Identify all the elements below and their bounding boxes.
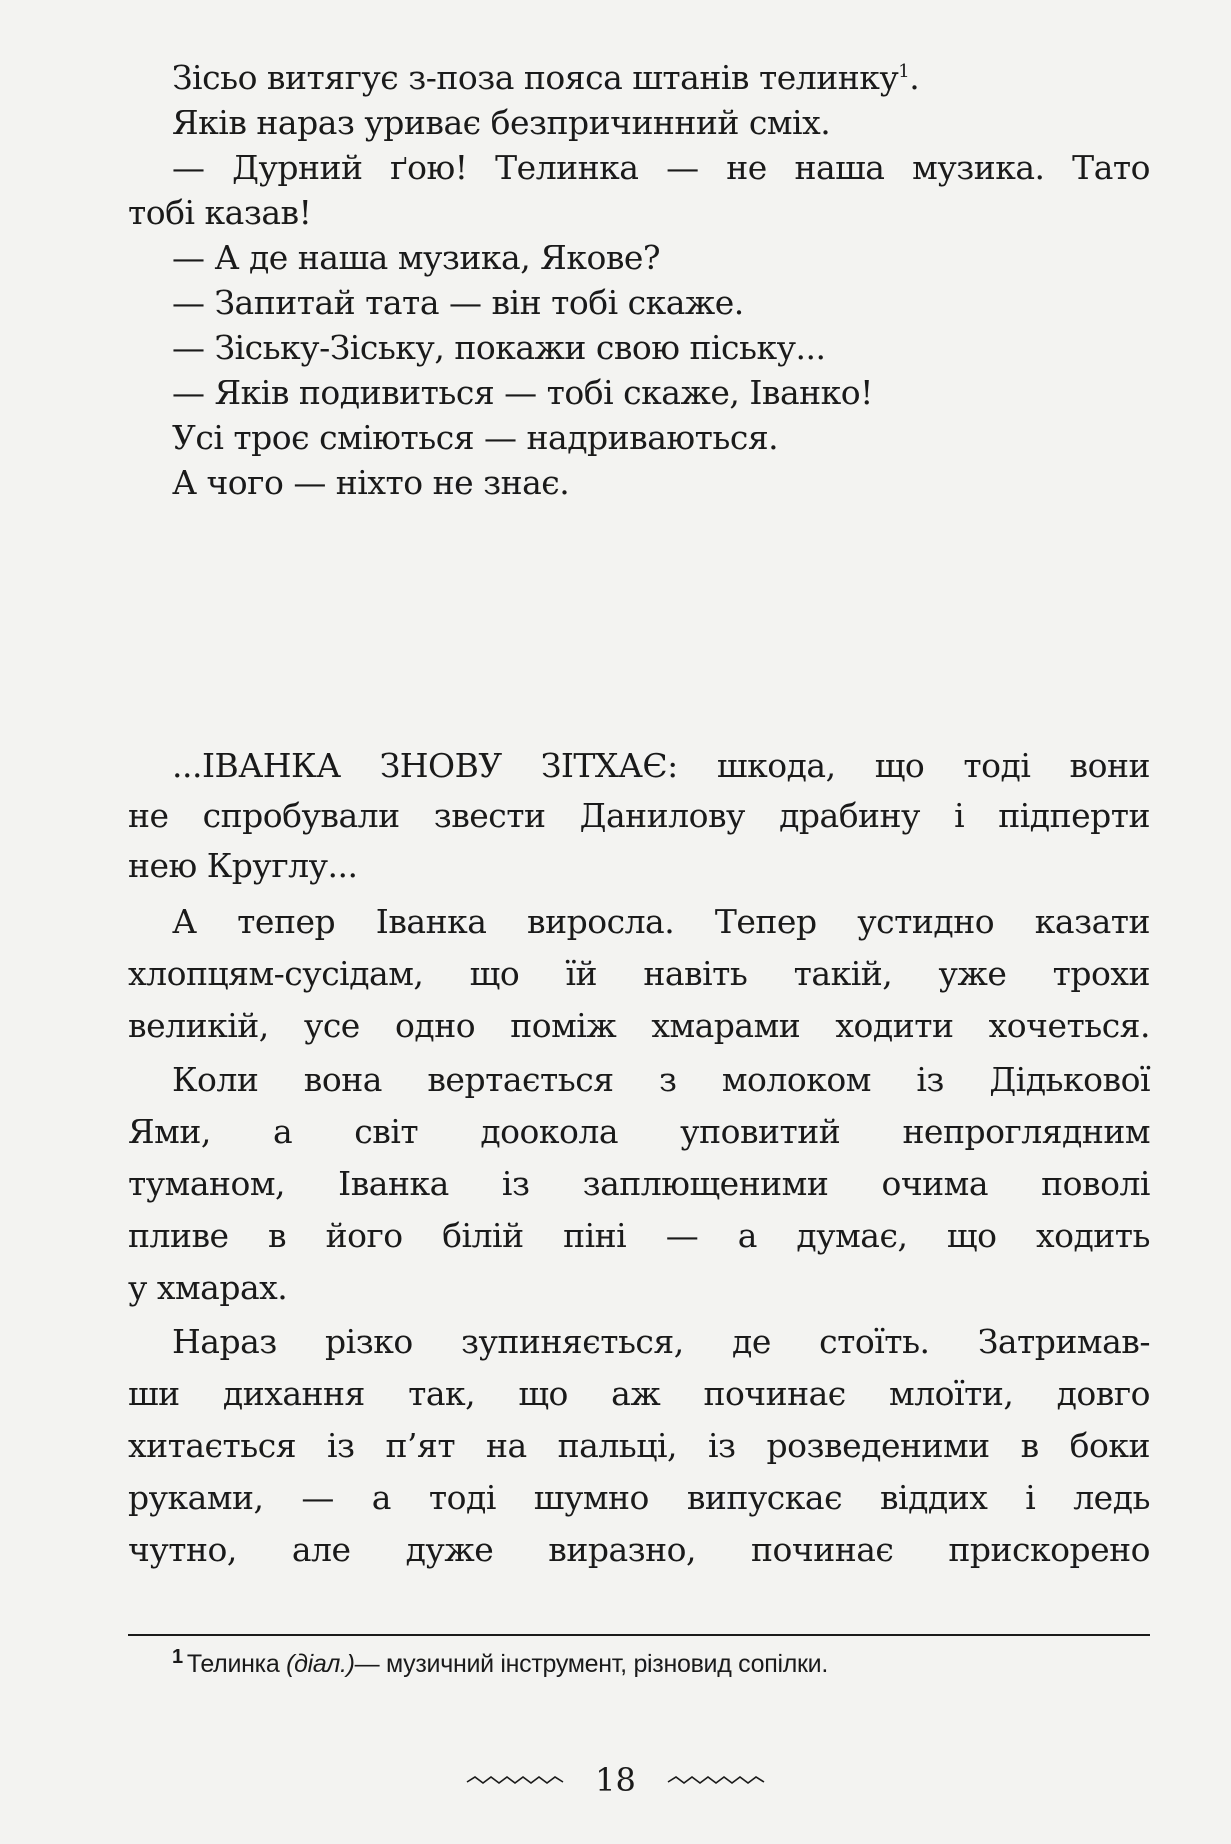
text-line: ши дихання так, що аж починає млоїти, довго — [128, 1374, 1150, 1413]
text-line: — Зіську-Зіську, покажи свою піську... — [172, 328, 826, 367]
text-line: Зісьо витягує з-поза пояса штанів телинку$^1$. — [172, 58, 920, 97]
text-line: А тепер Іванка виросла. Тепер устидно казати — [172, 902, 1150, 941]
footnote — [172, 1645, 828, 1680]
text-line: Нараз різко зупиняється, де стоїть. Затримав- — [172, 1322, 1150, 1361]
wave-ornament-left-icon — [465, 1772, 565, 1788]
text-line: великій, усе одно поміж хмарами ходити хочеться. — [128, 1006, 1150, 1045]
footnote-term: Телинка — [186, 1650, 280, 1678]
section-start-line: ...ІВАНКА ЗНОВУ ЗІТХАЄ: шкода, що тоді вони — [172, 746, 1150, 785]
text-line: не спробували звести Данилову драбину і підперти — [128, 796, 1150, 835]
text-line: у хмарах. — [128, 1268, 288, 1307]
text-line: туманом, Іванка із заплющеними очима поволі — [128, 1164, 1150, 1203]
text-line: хитається із п’ят на пальці, із розведеними в боки — [128, 1426, 1150, 1465]
page-number: 18 — [595, 1761, 636, 1799]
text-line: — Дурний ґою! Телинка — не наша музика. Тато — [172, 148, 1150, 187]
text-line: хлопцям-сусідам, що їй навіть такій, уже трохи — [128, 954, 1150, 993]
text-line: — А де наша музика, Якове? — [172, 238, 661, 277]
text-line: А чого — ніхто не знає. — [172, 463, 570, 502]
footnote-definition: — музичний інструмент, різновид сопілки. — [354, 1650, 828, 1678]
wave-ornament-right-icon — [666, 1772, 766, 1788]
footnote-divider — [128, 1634, 1150, 1636]
text-line: руками, — а тоді шумно випускає віддих і ледь — [128, 1478, 1150, 1517]
footnote-ref[interactable]: 1 — [898, 61, 910, 82]
text-line: тобі казав! — [128, 193, 312, 232]
text-line: Ями, а світ доокола уповитий непроглядним — [128, 1112, 1150, 1151]
text-line: нею Круглу... — [128, 846, 358, 885]
text-line: Коли вона вертається з молоком із Дідькової — [172, 1060, 1150, 1099]
text-line: пливе в його білій піні — а думає, що ходить — [128, 1216, 1150, 1255]
text-line: — Яків подивиться — тобі скаже, Іванко! — [172, 373, 873, 412]
text-line: Усі троє сміються — надриваються. — [172, 418, 779, 457]
text-line: чутно, але дуже виразно, починає прискорено — [128, 1530, 1150, 1569]
text-line: — Запитай тата — він тобі скаже. — [172, 283, 744, 322]
footnote-marker: 1 — [172, 1645, 183, 1668]
page-folio — [0, 1760, 1231, 1800]
text-line: Яків нараз уриває безпричинний сміх. — [172, 103, 831, 142]
footnote-label: (діал.) — [286, 1650, 355, 1678]
